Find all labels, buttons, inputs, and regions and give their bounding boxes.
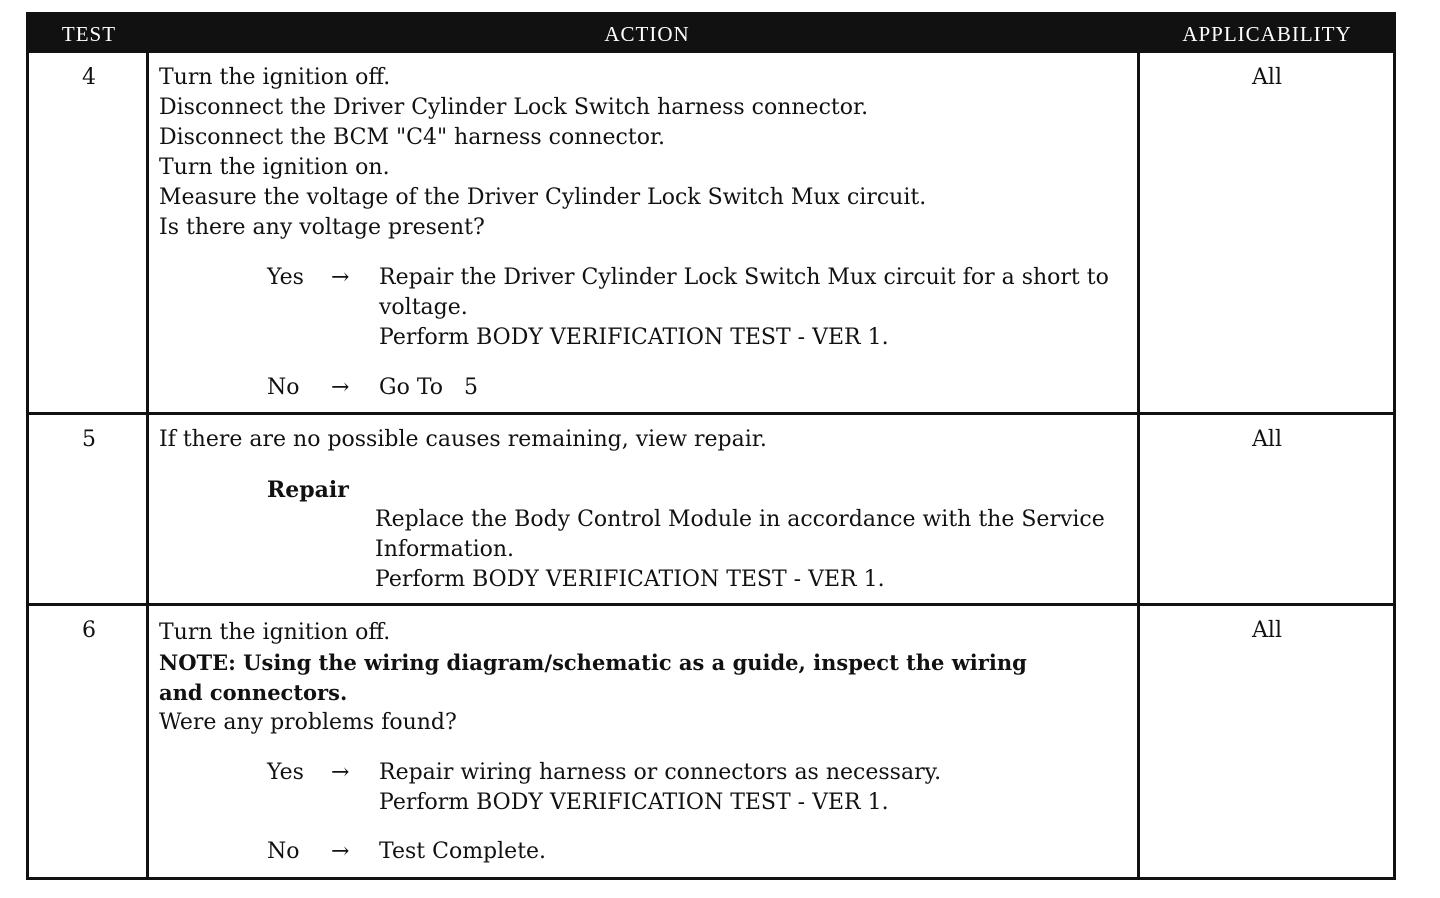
arrow-icon: → <box>331 839 350 864</box>
step-line: Turn the ignition off. <box>159 65 391 90</box>
yes-result-line: Repair wiring harness or connectors as necessary. <box>379 760 942 785</box>
yes-label: Yes <box>267 265 304 290</box>
yes-result-line: Perform BODY VERIFICATION TEST - VER 1. <box>379 325 889 350</box>
test-number: 6 <box>82 618 96 643</box>
table-row-test-5 <box>29 415 1393 603</box>
note-line: NOTE: Using the wiring diagram/schematic as a guide, inspect the wiring <box>159 650 1027 675</box>
repair-label: Repair <box>267 477 349 503</box>
question-line: Were any problems found? <box>159 710 457 735</box>
step-line: Turn the ignition off. <box>159 620 391 645</box>
no-label: No <box>267 375 300 400</box>
no-label: No <box>267 839 300 864</box>
step-line: Measure the voltage of the Driver Cylinder Lock Switch Mux circuit. <box>159 185 927 210</box>
test-number: 5 <box>82 427 96 452</box>
yes-result-line: Perform BODY VERIFICATION TEST - VER 1. <box>379 790 889 815</box>
step-line: Turn the ignition on. <box>159 155 390 180</box>
yes-label: Yes <box>267 760 304 785</box>
table-header <box>29 15 1393 53</box>
intro-line: If there are no possible causes remaining, view repair. <box>159 427 767 452</box>
applicability-value: All <box>1252 427 1282 452</box>
repair-line: Replace the Body Control Module in accordance with the Service <box>375 507 1105 532</box>
header-test: TEST <box>61 22 117 46</box>
arrow-icon: → <box>331 265 350 290</box>
table-row-test-6 <box>29 606 1393 877</box>
applicability-value: All <box>1252 65 1282 90</box>
diagnostic-table <box>26 12 1396 880</box>
header-action: ACTION <box>604 22 690 46</box>
note-line: and connectors. <box>159 680 348 705</box>
no-result-link[interactable]: Go To 5 <box>379 375 478 400</box>
step-line: Disconnect the BCM "C4" harness connector. <box>159 125 666 150</box>
step-line: Is there any voltage present? <box>159 215 485 240</box>
test-number: 4 <box>82 65 96 90</box>
arrow-icon: → <box>331 760 350 785</box>
repair-line: Information. <box>375 537 515 562</box>
table-row-test-4 <box>29 53 1393 412</box>
applicability-value: All <box>1252 618 1282 643</box>
header-applicability: APPLICABILITY <box>1182 22 1352 46</box>
yes-result-line: Repair the Driver Cylinder Lock Switch Mux circuit for a short to <box>379 265 1109 290</box>
repair-line: Perform BODY VERIFICATION TEST - VER 1. <box>375 567 885 592</box>
no-result: Test Complete. <box>379 839 547 864</box>
arrow-icon: → <box>331 375 350 400</box>
yes-result-line: voltage. <box>379 295 468 320</box>
step-line: Disconnect the Driver Cylinder Lock Switch harness connector. <box>159 95 869 120</box>
